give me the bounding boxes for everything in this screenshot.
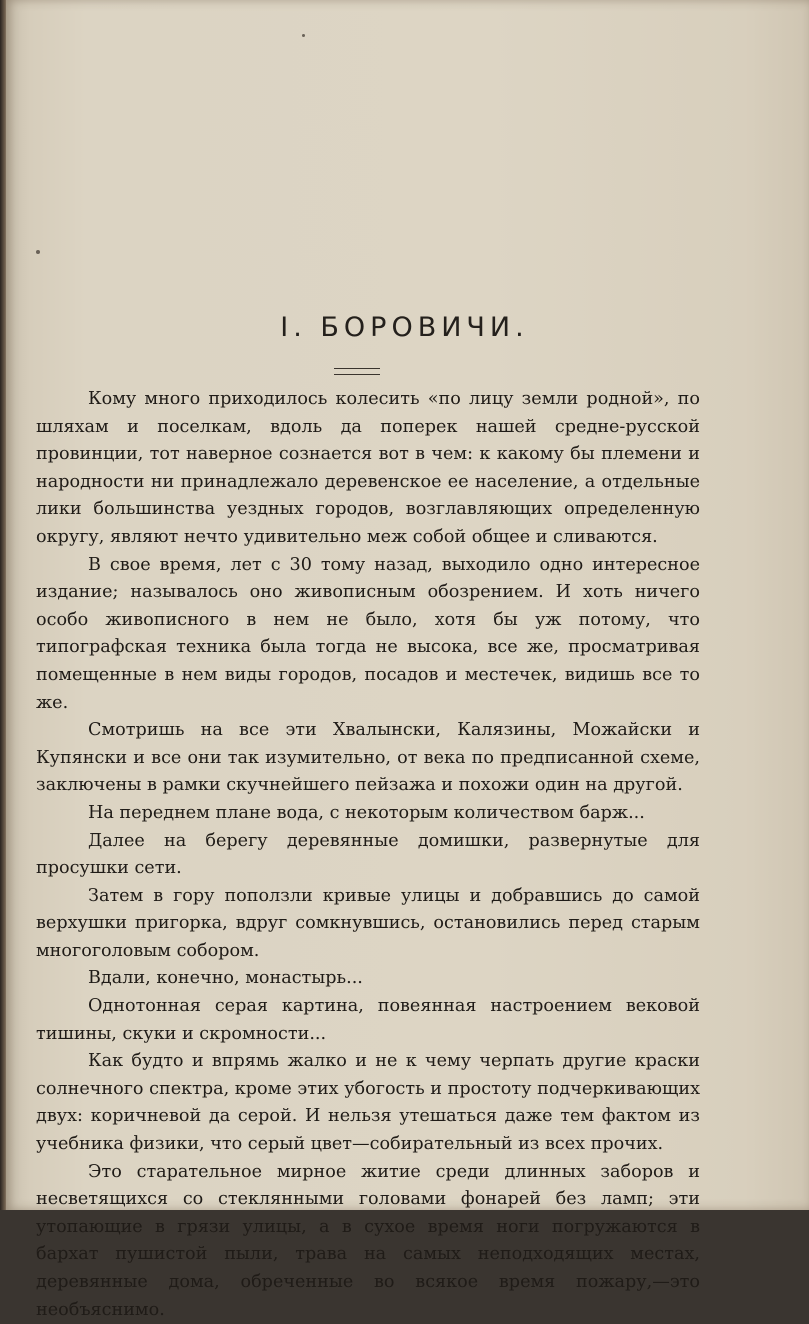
paragraph: Вдали, конечно, монастырь... [88, 968, 363, 989]
paragraph: Как будто и впрямь жалко и не к чему черпать другие краски солнечного спектра, кроме этих убогость и простоту подчеркивающих двух: коричневой да серой. И нельзя утешаться даже тем фактом из учебника физики, что серый цвет—собирательный из всех прочих. [36, 1051, 700, 1155]
paragraph: Однотонная серая картина, повеянная настроением вековой тишины, скуки и скромности... [36, 996, 700, 1044]
paragraph: Кому много приходилось колесить «по лицу земли родной», по шляхам и поселкам, вдоль да поперек нашей средне-русской провинции, тот наверное сознается вот в чем: к какому бы племени и народности ни принадлежало деревенское ее население, а отдельные лики большинства уездных городов, возглавляющих определенную округу, являют нечто удивительно меж собой общее и сливаются. [36, 389, 700, 547]
chapter-title: I. БОРОВИЧИ. [280, 312, 529, 343]
paragraph: В свое время, лет с 30 тому назад, выходило одно интересное издание; называлось оно живописным обозрением. И хоть ничего особо живописного в нем не было, хотя бы уж потому, что типографская техника была тогда не высока, все же, просматривая помещенные в нем виды городов, посадов и местечек, видишь все то же. [36, 554, 700, 713]
paragraph: На переднем плане вода, с некоторым количеством барж... [88, 802, 645, 823]
paper-speck [36, 250, 40, 254]
paragraph: Далее на берегу деревянные домишки, развернутые для просушки сети. [36, 830, 700, 879]
paragraph: Смотришь на все эти Хвалынски, Калязины, Можайски и Купянски и все они так изумительно, от века по предписанной схеме, заключены в рамки скучнейшего пейзажа и похожи один на другой. [36, 720, 700, 796]
body-text [36, 386, 700, 1324]
paper-speck [302, 34, 305, 37]
paragraph: Это старательное мирное житие среди длинных заборов и несветящихся со стеклянными головами фонарей без ламп; эти утопающие в грязи улицы, а в сухое время ноги погружаются в бархат пушистой пыли, трава на самых неподходящих местах, деревянные дома, обреченные во всякое время пожару,—это необъяснимо. [36, 1161, 700, 1320]
paragraph: Затем в гору поползли кривые улицы и добравшись до самой верхушки пригорка, вдруг сомкнувшись, остановились перед старым многоголовым собором. [36, 885, 700, 961]
title-divider [334, 368, 380, 375]
